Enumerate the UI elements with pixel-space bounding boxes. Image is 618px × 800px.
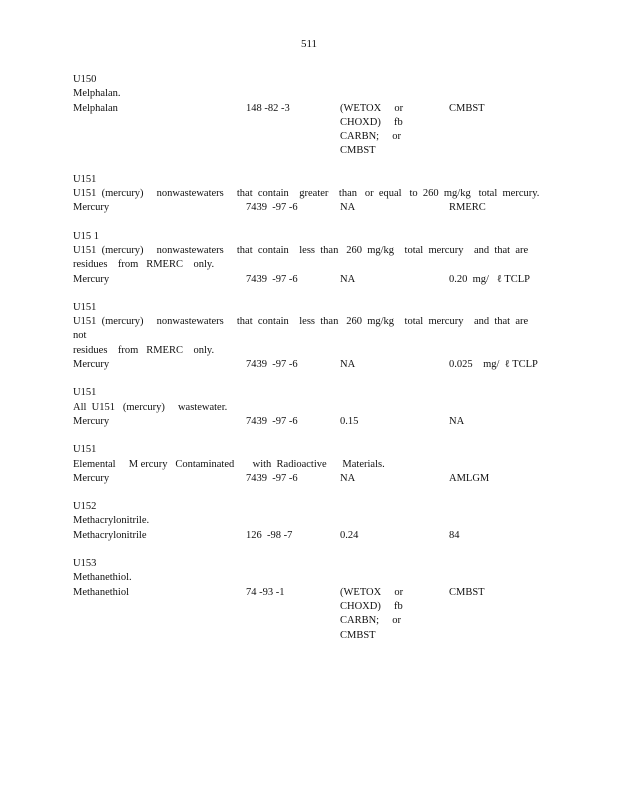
waste-code: U151 xyxy=(73,301,97,313)
constituent-row xyxy=(73,472,543,486)
cas-number: 148 -82 -3 xyxy=(246,102,290,114)
cas-number: 74 -93 -1 xyxy=(246,586,285,598)
cas-number: 7439 -97 -6 xyxy=(246,202,298,214)
cas-number: 7439 -97 -6 xyxy=(246,472,298,484)
waste-code: U151 xyxy=(73,173,97,185)
wastewater-standard: 0.15 xyxy=(340,415,359,427)
constituent-row xyxy=(73,273,543,287)
waste-code: U153 xyxy=(73,558,97,570)
nonwastewater-standard: 84 xyxy=(449,529,460,541)
nonwastewater-standard: 0.025 mg/ ℓ TCLP xyxy=(449,359,538,371)
constituent-name: Melphalan xyxy=(73,102,118,114)
waste-description: All U151 (mercury) wastewater. xyxy=(73,401,228,413)
entry-u151-elemental xyxy=(73,443,543,486)
constituent-row xyxy=(73,358,543,372)
entry-u151-low-mercury-rmerc xyxy=(73,230,543,287)
constituent-name: Mercury xyxy=(73,273,110,285)
waste-description: Melphalan. xyxy=(73,88,121,100)
entry-u151-high-mercury xyxy=(73,173,543,216)
cas-number: 7439 -97 -6 xyxy=(246,273,298,285)
waste-description: U151 (mercury) nonwastewaters that contain less than 260 mg/kg total mercury and that are not residues from RMERC only. xyxy=(73,316,529,356)
cas-number: 7439 -97 -6 xyxy=(246,359,298,371)
wastewater-standard: NA xyxy=(340,202,356,214)
nonwastewater-standard: NA xyxy=(449,415,465,427)
constituent-name: Mercury xyxy=(73,415,110,427)
constituent-row xyxy=(73,415,543,429)
entry-u152 xyxy=(73,500,543,543)
constituent-row xyxy=(73,102,543,159)
nonwastewater-standard: 0.20 mg/ ℓ TCLP xyxy=(449,273,530,285)
constituent-row xyxy=(73,586,543,643)
waste-code: U150 xyxy=(73,74,97,85)
entry-u150 xyxy=(73,73,543,159)
nonwastewater-standard: AMLGM xyxy=(449,472,490,484)
waste-code-entries xyxy=(73,73,543,657)
waste-code: U152 xyxy=(73,501,97,513)
wastewater-standard: (WETOX or CHOXD) fb CARBN; or CMBST xyxy=(340,102,404,157)
waste-code: U151 xyxy=(73,444,97,456)
entry-u151-wastewater xyxy=(73,386,543,429)
cas-number: 7439 -97 -6 xyxy=(246,415,298,427)
page-number: 511 xyxy=(300,38,318,50)
entry-u153 xyxy=(73,557,543,643)
constituent-name: Methanethiol xyxy=(73,586,129,598)
wastewater-standard: (WETOX or CHOXD) fb CARBN; or CMBST xyxy=(340,586,404,641)
wastewater-standard: NA xyxy=(340,472,356,484)
nonwastewater-standard: RMERC xyxy=(449,202,486,214)
constituent-name: Mercury xyxy=(73,202,110,214)
waste-code: U15 1 xyxy=(73,230,99,242)
constituent-name: Mercury xyxy=(73,472,110,484)
wastewater-standard: 0.24 xyxy=(340,529,359,541)
waste-description: Methacrylonitrile. xyxy=(73,515,150,527)
waste-description: Methanethiol. xyxy=(73,572,132,584)
wastewater-standard: NA xyxy=(340,273,356,285)
waste-description: U151 (mercury) nonwastewaters that contain less than 260 mg/kg total mercury and that are residues from RMERC only. xyxy=(73,244,529,271)
wastewater-standard: NA xyxy=(340,359,356,371)
constituent-name: Mercury xyxy=(73,359,110,371)
constituent-name: Methacrylonitrile xyxy=(73,529,147,541)
cas-number: 126 -98 -7 xyxy=(246,529,293,541)
constituent-row xyxy=(73,201,543,215)
waste-code: U151 xyxy=(73,387,97,399)
entry-u151-low-mercury-not-rmerc xyxy=(73,301,543,372)
nonwastewater-standard: CMBST xyxy=(449,102,485,114)
waste-description: Elemental M ercury Contaminated with Radioactive Materials. xyxy=(73,458,385,470)
waste-description: U151 (mercury) nonwastewaters that contain greater than or equal to 260 mg/kg total mercury. xyxy=(73,188,540,200)
constituent-row xyxy=(73,529,543,543)
nonwastewater-standard: CMBST xyxy=(449,586,485,598)
